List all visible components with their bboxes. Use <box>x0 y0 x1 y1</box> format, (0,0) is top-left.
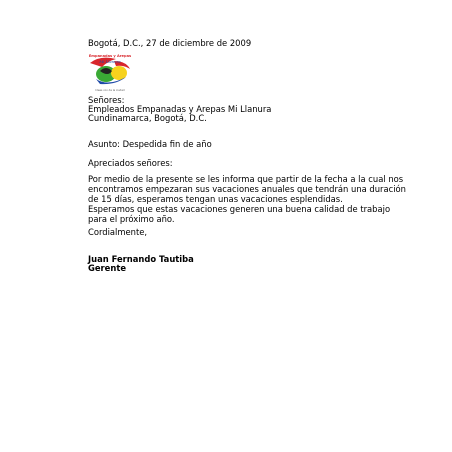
body-paragraph-1-line: de 15 días, esperamos tengan unas vacaciones esplendidas. <box>88 194 343 204</box>
closing-line: Cordialmente, <box>88 227 148 237</box>
signature-name: Juan Fernando Tautiba <box>88 254 194 264</box>
body-paragraph-2 <box>88 204 391 224</box>
body-paragraph-2-line: Esperamos que estas vacaciones generen una buena calidad de trabajo <box>88 204 391 214</box>
body-paragraph-2-line: para el próximo año. <box>88 214 175 224</box>
body-paragraph-1 <box>88 174 406 204</box>
greeting-line: Apreciados señores: <box>88 158 173 168</box>
logo-text-brand: Mi Llanura <box>99 59 121 64</box>
body-paragraph-1-line: Por medio de la presente se les informa que partir de la fecha a la cual nos <box>88 174 404 184</box>
company-logo-icon <box>86 49 134 93</box>
subject-line: Asunto: Despedida fin de año <box>88 139 212 149</box>
recipient-label: Señores: <box>88 95 125 105</box>
recipient-location: Cundinamarca, Bogotá, D.C. <box>88 113 207 123</box>
logo-tagline: Ideas con de la ciudad <box>95 89 125 92</box>
logo-text-top: Empanadas y Arepas <box>88 54 132 58</box>
signature-title: Gerente <box>88 263 127 273</box>
body-paragraph-1-line: encontramos empezaran sus vacaciones anuales que tendrán una duración <box>88 184 406 194</box>
date-line: Bogotá, D.C., 27 de diciembre de 2009 <box>88 38 252 48</box>
recipient-company: Empleados Empanadas y Arepas Mi Llanura <box>88 104 272 114</box>
